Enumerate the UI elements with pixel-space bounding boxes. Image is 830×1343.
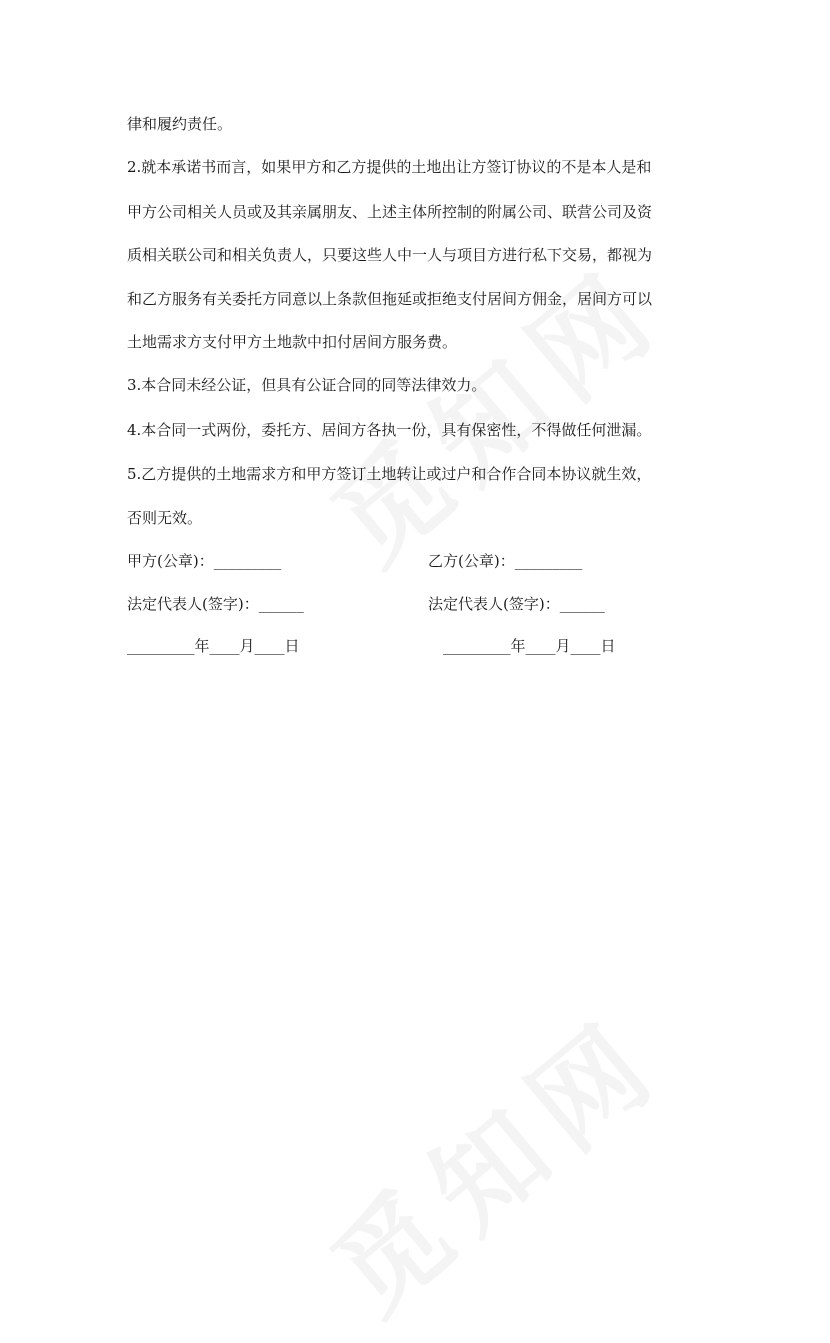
party-b-seal-field: 乙方(公章)：_________: [428, 552, 583, 570]
clause-5-line: 否则无效。: [127, 509, 203, 527]
party-b-representative-field: 法定代表人(签字)：______: [428, 595, 605, 613]
party-a-date-field: _________年____月____日: [127, 637, 300, 655]
watermark: [294, 975, 690, 1343]
clause-2-line: 2.就本承诺书而言，如果甲方和乙方提供的土地出让方签订协议的不是本人是和: [127, 158, 652, 176]
clause-line: 律和履约责任。: [127, 115, 233, 133]
party-b-date-field: _________年____月____日: [443, 637, 616, 655]
clause-2-line: 甲方公司相关人员或及其亲属朋友、上述主体所控制的附属公司、联营公司及资: [127, 203, 653, 221]
clause-5-line: 5.乙方提供的土地需求方和甲方签订土地转让或过户和合作合同本协议就生效，: [127, 465, 652, 483]
clause-2-line: 和乙方服务有关委托方同意以上条款但拖延或拒绝支付居间方佣金，居间方可以: [127, 290, 653, 308]
clause-4-line: 4.本合同一式两份，委托方、居间方各执一份，具有保密性，不得做任何泄漏。: [127, 421, 652, 439]
clause-3-line: 3.本合同未经公证，但具有公证合同的同等法律效力。: [127, 376, 487, 394]
watermark: [294, 225, 690, 593]
party-a-seal-field: 甲方(公章)：_________: [127, 552, 282, 570]
party-a-representative-field: 法定代表人(签字)：______: [127, 595, 304, 613]
clause-2-line: 土地需求方支付甲方土地款中扣付居间方服务费。: [127, 333, 458, 351]
clause-2-line: 质相关联公司和相关负责人，只要这些人中一人与项目方进行私下交易，都视为: [127, 246, 653, 264]
